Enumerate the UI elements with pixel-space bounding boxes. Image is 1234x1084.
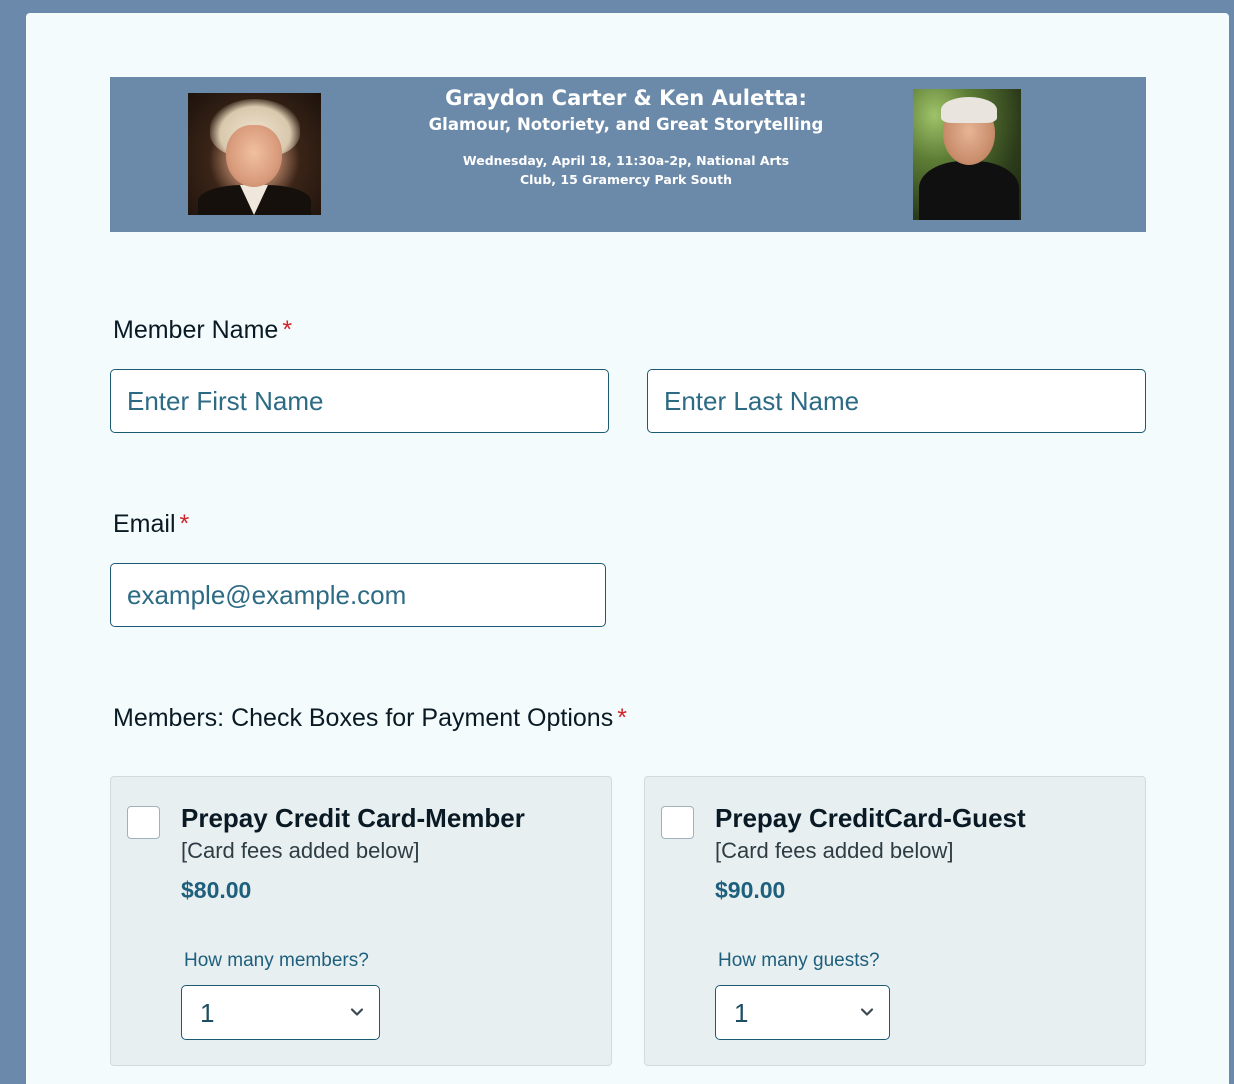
banner-text xyxy=(370,83,882,189)
member-quantity-select[interactable] xyxy=(181,985,380,1040)
chevron-down-icon xyxy=(859,1004,875,1020)
guest-option-checkbox[interactable] xyxy=(661,806,694,839)
last-name-input[interactable] xyxy=(647,369,1146,433)
quantity-label: How many guests? xyxy=(718,950,880,971)
payment-options-label xyxy=(113,704,627,733)
quantity-value: 1 xyxy=(734,998,749,1028)
member-name-label xyxy=(113,316,292,345)
payment-option-guest xyxy=(644,776,1146,1066)
payment-options-label-text: Members: Check Boxes for Payment Options xyxy=(113,704,614,732)
email-label-text: Email xyxy=(113,510,176,538)
guest-quantity-select[interactable] xyxy=(715,985,890,1040)
banner-subtitle: Glamour, Notoriety, and Great Storytelling xyxy=(428,115,824,134)
first-name-input[interactable] xyxy=(110,369,609,433)
option-note: [Card fees added below] xyxy=(181,838,420,863)
required-mark: * xyxy=(179,510,190,538)
option-title: Prepay Credit Card-Member xyxy=(181,803,525,833)
option-price: $90.00 xyxy=(715,877,786,903)
required-mark: * xyxy=(282,316,293,344)
option-price: $80.00 xyxy=(181,877,252,903)
email-label xyxy=(113,510,189,539)
banner-details: Wednesday, April 18, 11:30a-2p, National Arts Club, 15 Gramercy Park South xyxy=(462,153,790,187)
event-banner xyxy=(110,77,1146,232)
speaker-photo-right xyxy=(913,89,1021,220)
required-mark: * xyxy=(617,704,627,732)
payment-option-member xyxy=(110,776,612,1066)
option-note: [Card fees added below] xyxy=(715,838,954,863)
member-option-checkbox[interactable] xyxy=(127,806,160,839)
member-name-label-text: Member Name xyxy=(113,316,279,344)
quantity-value: 1 xyxy=(200,998,215,1028)
email-input[interactable] xyxy=(110,563,606,627)
speaker-photo-left xyxy=(188,93,321,215)
chevron-down-icon xyxy=(349,1004,365,1020)
banner-title: Graydon Carter & Ken Auletta: xyxy=(445,86,807,110)
form-card xyxy=(26,13,1229,1084)
quantity-label: How many members? xyxy=(184,950,369,971)
option-title: Prepay CreditCard-Guest xyxy=(715,803,1026,833)
